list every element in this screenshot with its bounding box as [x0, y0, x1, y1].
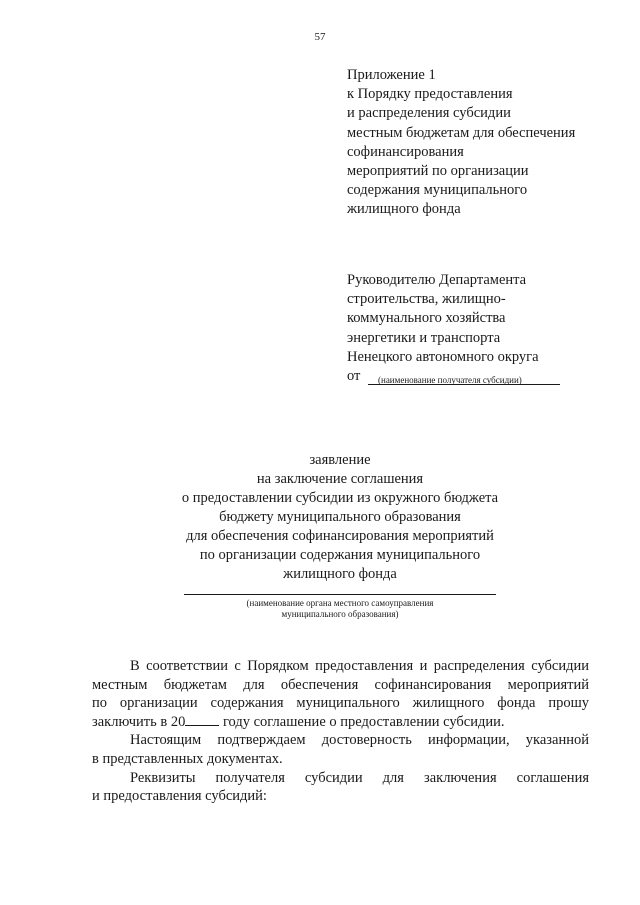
- addressee-line: коммунального хозяйства: [347, 310, 506, 327]
- appendix-line: Приложение 1: [347, 67, 436, 83]
- paragraph-line: Реквизиты получателя субсидии для заключения соглашения: [130, 769, 589, 786]
- recipient-caption: (наименование получателя субсидии): [378, 375, 522, 385]
- appendix-line: содержания муниципального: [347, 182, 528, 199]
- paragraph-line: Настоящим подтверждаем достоверность информации, указанной: [130, 732, 589, 749]
- addressee-line: Ненецкого автономного округа: [347, 348, 539, 365]
- appendix-line: к Порядку предоставления: [347, 86, 513, 103]
- from-label: от: [347, 368, 361, 385]
- appendix-line: местным бюджетам для обеспечения: [347, 124, 576, 141]
- title-line: заявление: [309, 452, 371, 468]
- year-prefix: заключить в 20: [92, 713, 186, 730]
- addressee-line: энергетики и транспорта: [347, 329, 501, 346]
- appendix-line: софинансирования: [347, 143, 464, 160]
- document-title: [150, 451, 530, 584]
- title-line: бюджету муниципального образования: [219, 509, 461, 525]
- application-body: [92, 657, 589, 806]
- appendix-header: [347, 66, 627, 220]
- appendix-line: мероприятий по организации: [347, 163, 529, 180]
- paragraph-line: местным бюджетам для обеспечения софинансирования мероприятий: [92, 676, 589, 693]
- paragraph-line: В соответствии с Порядком предоставления и распределения субсидии: [130, 658, 589, 674]
- addressee-line: Руководителю Департамента: [347, 272, 527, 288]
- addressee-line: строительства, жилищно-: [347, 291, 506, 308]
- paragraph-line: в представленных документах.: [92, 750, 283, 767]
- page-number: 57: [314, 31, 326, 43]
- year-blank: [185, 713, 219, 726]
- title-line: для обеспечения софинансирования мероприятий: [186, 528, 494, 544]
- title-line: по организации содержания муниципального: [199, 547, 481, 563]
- year-suffix: году соглашение о предоставлении субсидии.: [219, 713, 505, 730]
- addressee-block: [347, 271, 627, 386]
- appendix-line: жилищного фонда: [347, 201, 461, 218]
- organ-caption: [184, 598, 496, 620]
- organ-caption-line: (наименование органа местного самоуправления: [246, 598, 434, 608]
- paragraph-line: по организации содержания муниципального жилищного фонда прошу: [92, 695, 589, 712]
- title-line: на заключение соглашения: [256, 471, 424, 487]
- organ-name-blank: [184, 594, 496, 595]
- paragraph-line: и предоставления субсидий:: [92, 788, 267, 805]
- title-line: о предоставлении субсидии из окружного бюджета: [181, 490, 499, 506]
- paragraph-line: [92, 713, 589, 732]
- organ-caption-line: муниципального образования): [281, 609, 399, 619]
- title-line: жилищного фонда: [283, 566, 397, 582]
- appendix-line: и распределения субсидии: [347, 105, 511, 122]
